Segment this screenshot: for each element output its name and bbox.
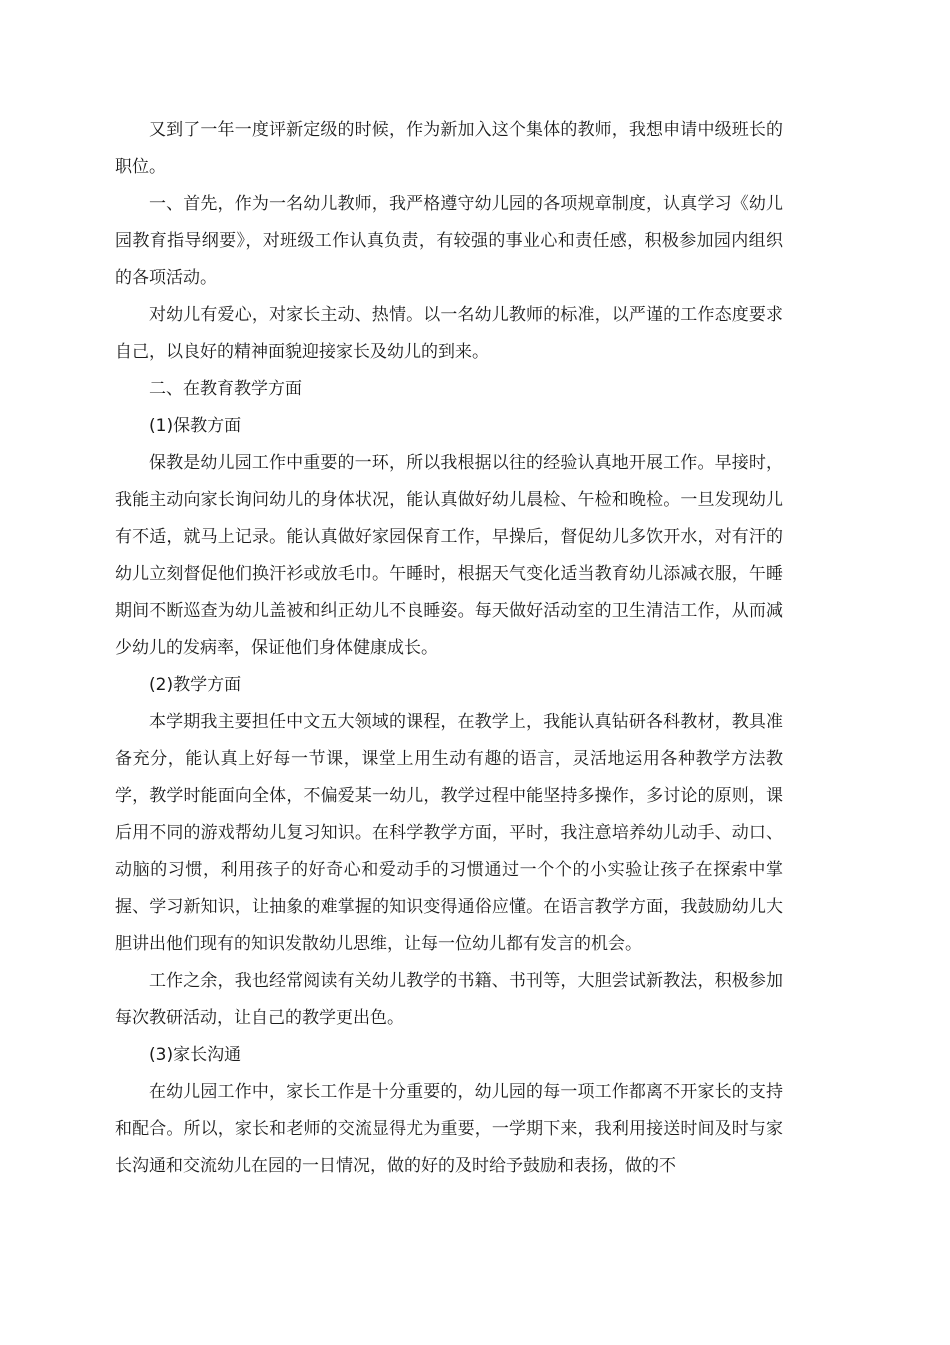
paragraph-intro: 又到了一年一度评新定级的时候，作为新加入这个集体的教师，我想申请中级班长的职位。	[115, 120, 783, 177]
document-body	[115, 112, 783, 1185]
paragraph-attitude: 对幼儿有爱心，对家长主动、热情。以一名幼儿教师的标准，以严谨的工作态度要求自己，以良好的精神面貌迎接家长及幼儿的到来。	[115, 305, 783, 362]
paragraph-parents: 在幼儿园工作中，家长工作是十分重要的，幼儿园的每一项工作都离不开家长的支持和配合。所以，家长和老师的交流显得尤为重要，一学期下来，我利用接送时间及时与家长沟通和交流幼儿在园的一日情况，做的好的及时给予鼓励和表扬，做的不	[115, 1082, 783, 1176]
paragraph-care: 保教是幼儿园工作中重要的一环，所以我根据以往的经验认真地开展工作。早接时，我能主动向家长询问幼儿的身体状况，能认真做好幼儿晨检、午检和晚检。一旦发现幼儿有不适，就马上记录。能认真做好家园保育工作，早操后，督促幼儿多饮开水，对有汗的幼儿立刻督促他们换汗衫或放毛巾。午睡时，根据天气变化适当教育幼儿添减衣服，午睡期间不断巡查为幼儿盖被和纠正幼儿不良睡姿。每天做好活动室的卫生清洁工作，从而减少幼儿的发病率，保证他们身体健康成长。	[115, 453, 783, 658]
paragraph-teaching: 本学期我主要担任中文五大领域的课程，在教学上，我能认真钻研各科教材，教具准备充分，能认真上好每一节课，课堂上用生动有趣的语言，灵活地运用各种教学方法教学，教学时能面向全体，不偏爱某一幼儿，教学过程中能坚持多操作，多讨论的原则，课后用不同的游戏帮幼儿复习知识。在科学教学方面，平时，我注意培养幼儿动手、动口、动脑的习惯，利用孩子的好奇心和爱动手的习惯通过一个个的小实验让孩子在探索中掌握、学习新知识，让抽象的难掌握的知识变得通俗应懂。在语言教学方面，我鼓励幼儿大胆讲出他们现有的知识发散幼儿思维，让每一位幼儿都有发言的机会。	[115, 712, 783, 954]
heading-parents: (3)家长沟通	[149, 1045, 242, 1065]
paragraph-section-one: 一、首先，作为一名幼儿教师，我严格遵守幼儿园的各项规章制度，认真学习《幼儿园教育指导纲要》，对班级工作认真负责，有较强的事业心和责任感，积极参加园内组织的各项活动。	[115, 194, 783, 288]
heading-care: (1)保教方面	[149, 416, 242, 436]
paragraph-study: 工作之余，我也经常阅读有关幼儿教学的书籍、书刊等，大胆尝试新教法，积极参加每次教研活动，让自己的教学更出色。	[115, 971, 783, 1028]
heading-section-two: 二、在教育教学方面	[149, 379, 302, 399]
heading-teaching: (2)教学方面	[149, 675, 242, 695]
